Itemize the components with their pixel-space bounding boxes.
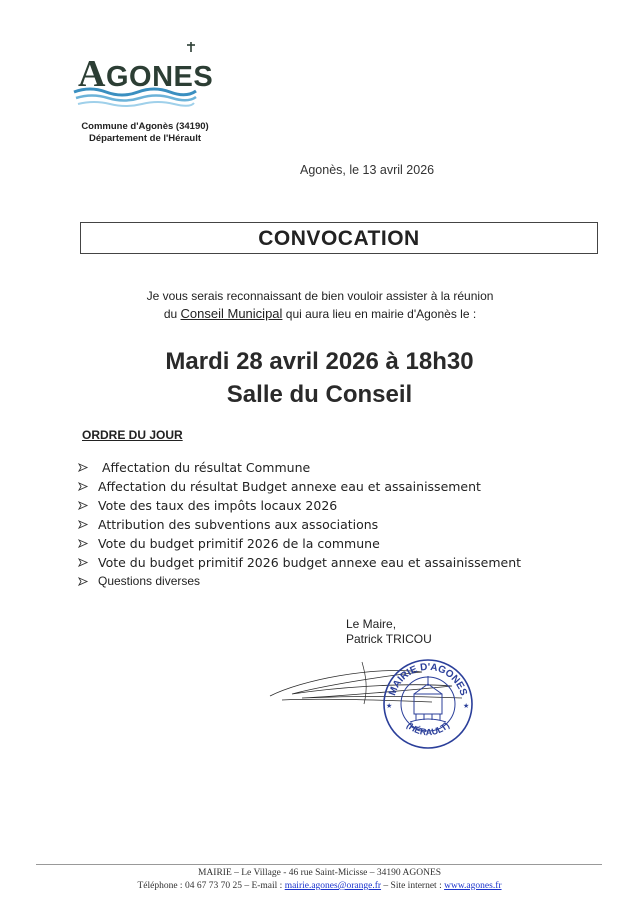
agenda-item: Vote des taux des impôts locaux 2026 [78,496,521,515]
svg-text:GONES: GONES [106,61,214,93]
meeting-place: Salle du Conseil [226,381,413,408]
svg-text:MAIRIE D'AGONES: MAIRIE D'AGONES [387,661,469,698]
agenda-item: Vote du budget primitif 2026 budget annexe eau et assainissement [78,553,521,572]
intro-paragraph [90,288,550,323]
commune-header [60,121,230,145]
intro-line-2 [90,305,550,323]
commune-name: Commune d'Agonès (34190) [81,121,209,132]
arrow-bullet-icon [78,463,98,472]
conseil-municipal-text: Conseil Municipal [180,306,283,321]
mairie-stamp [380,656,476,752]
agenda-item: Attribution des subventions aux associations [78,515,521,534]
footer-contact [0,881,639,891]
email-link[interactable]: mairie.agones@orange.fr [284,881,382,891]
arrow-bullet-icon [78,482,98,491]
agenda-item: Affectation du résultat Commune [78,458,521,477]
arrow-bullet-icon [78,539,98,548]
footer-phone: Téléphone : 04 67 73 70 25 – E-mail : [137,881,283,891]
agenda-list [78,458,521,591]
footer-divider [36,864,602,865]
svg-text:★: ★ [386,703,393,710]
commune-logo [72,40,214,112]
website-link[interactable]: www.agones.fr [444,881,502,891]
svg-text:★: ★ [463,703,470,710]
svg-text:A: A [78,53,104,95]
signature-and-stamp [262,652,492,757]
agenda-item: Questions diverses [78,572,521,591]
arrow-bullet-icon [78,520,98,529]
arrow-bullet-icon [78,577,98,586]
departement-name: Département de l'Hérault [88,133,202,144]
agenda-item: Affectation du résultat Budget annexe eau et assainissement [78,477,521,496]
meeting-date: Mardi 28 avril 2026 à 18h30 [165,348,474,375]
footer-address: MAIRIE – Le Village - 46 rue Saint-Micisse – 34190 AGONES [197,868,442,878]
intro-line-2-pre: du [163,307,178,321]
intro-line-1: Je vous serais reconnaissant de bien vouloir assister à la réunion [146,289,494,303]
signer-block [346,617,432,647]
dateline: Agonès, le 13 avril 2026 [300,163,435,177]
signer-name: Patrick TRICOU [346,632,432,646]
footer-site-label: – Site internet : [383,881,442,891]
ordre-du-jour-heading: ORDRE DU JOUR [82,428,183,442]
signer-title: Le Maire, [346,617,397,631]
convocation-title: CONVOCATION [80,222,598,254]
intro-line-2-post: qui aura lieu en mairie d'Agonès le : [285,307,477,321]
arrow-bullet-icon [78,558,98,567]
arrow-bullet-icon [78,501,98,510]
agenda-item: Vote du budget primitif 2026 de la commune [78,534,521,553]
svg-text:(HÉRAULT): (HÉRAULT) [404,720,452,738]
